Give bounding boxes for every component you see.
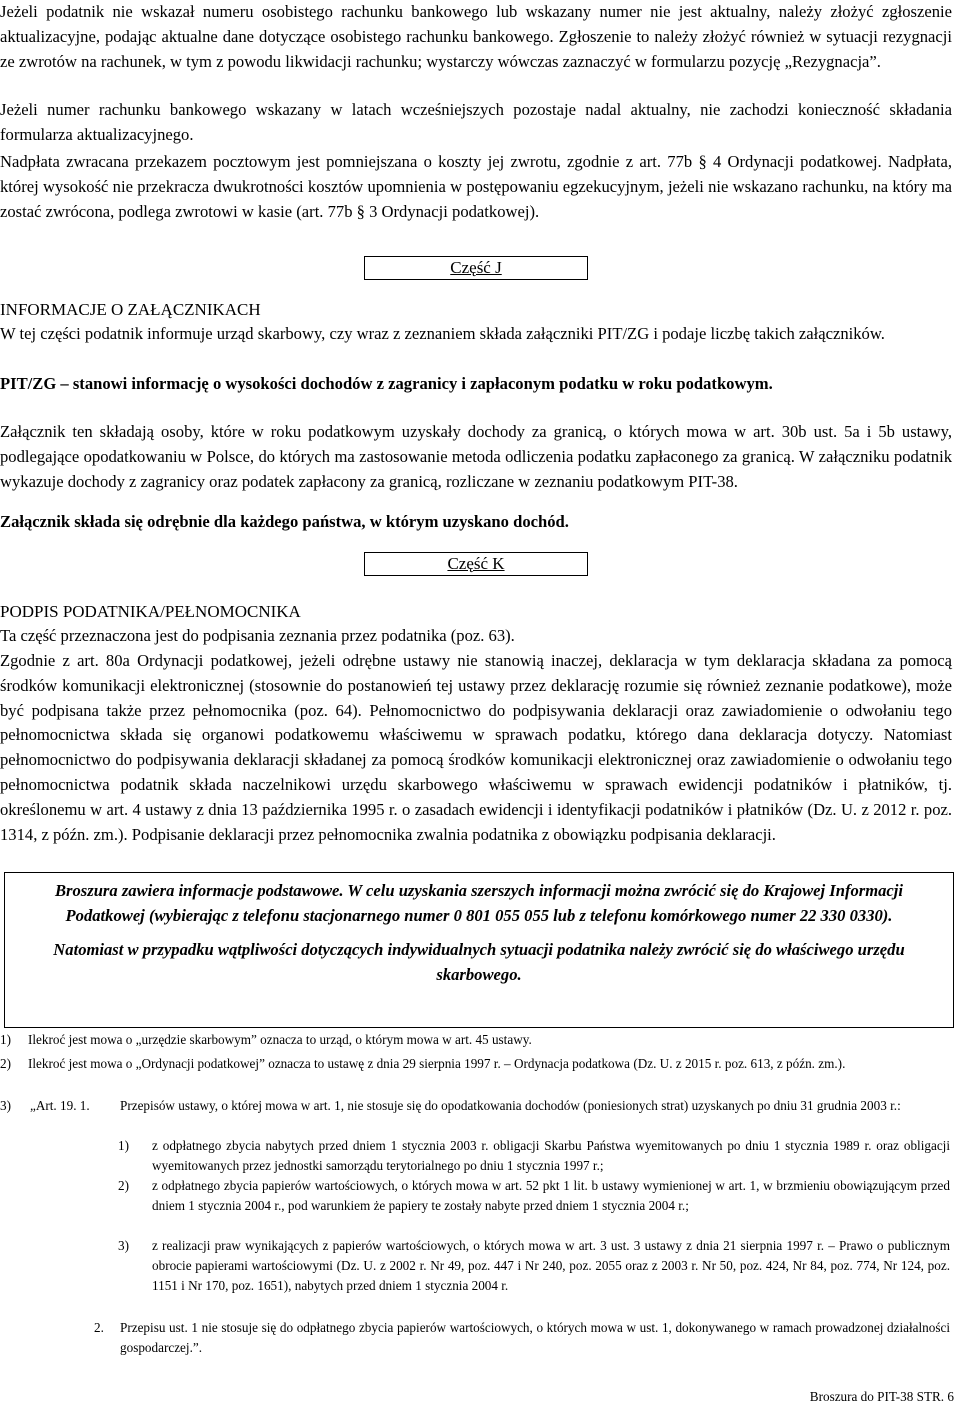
- part-j-paragraph-4: Załącznik składa się odrębnie dla każdego państwa, w którym uzyskano dochód.: [0, 512, 569, 531]
- footnote-1-number: 1): [0, 1032, 11, 1047]
- footnote-3-item-3: [0, 1236, 950, 1296]
- part-j-paragraph-3: Załącznik ten składają osoby, które w roku podatkowym uzyskały dochody za granicą, o których mowa w art. 30b ust. 5a i 5b ustawy, podlegające opodatkowaniu w Polsce, do których ma zastosowanie metoda odliczenia podatku zapłaconego za granicą. W załączniku podatnik wykazuje dochody z zagranicy oraz podatek zapłacony za granicą, rozliczane w zeznaniu podatkowym PIT-38.: [0, 422, 952, 491]
- info-box-paragraph-2: Natomiast w przypadku wątpliwości dotyczących indywidualnych sytuacji podatnika należy zwrócić się do właściwego urzędu skarbowego.: [53, 940, 905, 984]
- footnote-2-number: 2): [0, 1056, 11, 1071]
- footnote-3-item-2-number: 2): [118, 1178, 129, 1193]
- footnote-3-paragraph-2: [0, 1318, 950, 1358]
- footnote-3-paragraph-2-number: 2.: [94, 1320, 104, 1335]
- footnote-3-item-3-text: z realizacji praw wynikających z papierów wartościowych, o których mowa w art. 3 ust. 3 ustawy z dnia 21 sierpnia 1997 r. – Prawo o publicznym obrocie papierami wartościowymi (Dz. U. z 2002 r. Nr 49, poz. 447 i Nr 240, poz. 2055 oraz z 2003 r. Nr 50, poz. 424, Nr 84, poz. 774, Nr 124, poz. 1151 i Nr 170, poz. 1651), nabytych przed dniem 1 stycznia 2004 r.: [152, 1238, 950, 1293]
- info-box: [4, 872, 954, 1028]
- footnote-3-item-2: [0, 1176, 950, 1216]
- intro-paragraph-2: Jeżeli numer rachunku bankowego wskazany w latach wcześniejszych pozostaje nadal aktualny, nie zachodzi konieczność składania formularza aktualizacyjnego.: [0, 100, 952, 144]
- part-k-heading: PODPIS PODATNIKA/PEŁNOMOCNIKA: [0, 602, 301, 621]
- footnote-3-number: 3): [0, 1098, 11, 1113]
- footnote-2-text: Ilekroć jest mowa o „Ordynacji podatkowej” oznacza to ustawę z dnia 29 sierpnia 1997 r. – Ordynacja podatkowa (Dz. U. z 2015 r. poz. 613, z późn. zm.).: [28, 1056, 846, 1071]
- footnote-3-item-1-text: z odpłatnego zbycia nabytych przed dniem 1 stycznia 2003 r. obligacji Skarbu Państwa wyemitowanych po dniu 1 stycznia 1989 r. oraz obligacji wyemitowanych przez jednostki samorządu terytorialnego po dniu 1 stycznia 1997 r.;: [152, 1138, 950, 1173]
- part-k-paragraph-2: Zgodnie z art. 80a Ordynacji podatkowej, jeżeli odrębne ustawy nie stanowią inaczej, deklaracja w tym deklaracja składana za pomocą środków komunikacji elektronicznej (stosownie do postanowień tej ustawy przez deklarację rozumie się również zeznanie podatkowe), może być podpisana także przez pełnomocnika (poz. 64). Pełnomocnictwo do podpisywania deklaracji oraz zawiadomienie o odwołaniu tego pełnomocnictwa składa się organowi podatkowemu właściwemu w sprawach podatku, którego dana deklaracja dotyczy. Natomiast pełnomocnictwo do podpisywania deklaracji składanej za pomocą środków komunikacji elektronicznej oraz zawiadomienie o odwołaniu tego pełnomocnictwa podatnik składa naczelnikowi urzędu skarbowego właściwemu w sprawach ewidencji podatników i płatników, tj. określonemu w art. 4 ustawy z dnia 13 października 1995 r. o zasadach ewidencji i identyfikacji podatników i płatników (Dz. U. z 2012 r. poz. 1314, z późn. zm.). Podpisanie deklaracji przez pełnomocnika zwalnia podatnika z obowiązku podpisania deklaracji.: [0, 651, 952, 844]
- footnote-1: [0, 1030, 950, 1050]
- footnote-3: [0, 1096, 950, 1116]
- footnote-2: [0, 1054, 950, 1074]
- footnote-3-paragraph-2-text: Przepisu ust. 1 nie stosuje się do odpłatnego zbycia papierów wartościowych, o których mowa w ust. 1, dokonywanego w ramach prowadzonej działalności gospodarczej.”.: [120, 1320, 950, 1355]
- part-j-paragraph-1: W tej części podatnik informuje urząd skarbowy, czy wraz z zeznaniem składa załączniki PIT/ZG i podaje liczbę takich załączników.: [0, 324, 885, 343]
- intro-paragraph-3: Nadpłata zwracana przekazem pocztowym jest pomniejszana o koszty jej zwrotu, zgodnie z art. 77b § 4 Ordynacji podatkowej. Nadpłata, której wysokość nie przekracza dwukrotności kosztów upomnienia w postępowaniu egzekucyjnym, jeżeli nie wskazano rachunku, na który ma zostać zwrócona, podlega zwrotowi w kasie (art. 77b § 3 Ordynacji podatkowej).: [0, 152, 952, 221]
- part-j-box: Część J: [364, 256, 588, 280]
- footnote-3-item-1: [0, 1136, 950, 1176]
- page-footer: Broszura do PIT-38 STR. 6: [809, 1389, 954, 1404]
- part-j-heading: INFORMACJE O ZAŁĄCZNIKACH: [0, 300, 261, 319]
- footnote-3-article-ref: „Art. 19. 1.: [30, 1098, 90, 1113]
- footnote-3-item-3-number: 3): [118, 1238, 129, 1253]
- footnote-3-text: Przepisów ustawy, o której mowa w art. 1, nie stosuje się do opodatkowania dochodów (poniesionych strat) uzyskanych po dniu 31 grudnia 2003 r.:: [120, 1098, 901, 1113]
- part-j-pitzg-definition: PIT/ZG – stanowi informację o wysokości dochodów z zagranicy i zapłaconym podatku w roku podatkowym.: [0, 374, 773, 393]
- part-k-box: Część K: [364, 552, 588, 576]
- intro-paragraph-1: Jeżeli podatnik nie wskazał numeru osobistego rachunku bankowego lub wskazany numer nie jest aktualny, należy złożyć zgłoszenie aktualizacyjne, podając aktualne dane dotyczące osobistego rachunku bankowego. Zgłoszenie to należy złożyć również w sytuacji rezygnacji ze zwrotów na rachunek, w tym z powodu likwidacji rachunku; wystarczy wówczas zaznaczyć w formularzu pozycję „Rezygnacja”.: [0, 2, 952, 71]
- info-box-paragraph-1: Broszura zawiera informacje podstawowe. W celu uzyskania szerszych informacji można zwrócić się do Krajowej Informacji Podatkowej (wybierając z telefonu stacjonarnego numer 0 801 055 055 lub z telefonu komórkowego numer 22 330 0330).: [54, 881, 904, 925]
- footnote-1-text: Ilekroć jest mowa o „urzędzie skarbowym” oznacza to urząd, o którym mowa w art. 45 ustawy.: [28, 1032, 532, 1047]
- footnote-3-item-1-number: 1): [118, 1138, 129, 1153]
- footnote-3-item-2-text: z odpłatnego zbycia papierów wartościowych, o których mowa w art. 52 pkt 1 lit. b ustawy wymienionej w art. 1, w brzmieniu obowiązującym przed dniem 1 stycznia 2004 r., pod warunkiem że papiery te zostały nabyte przed dniem 1 stycznia 2004 r.;: [152, 1178, 950, 1213]
- part-k-paragraph-1: Ta część przeznaczona jest do podpisania zeznania przez podatnika (poz. 63).: [0, 626, 515, 645]
